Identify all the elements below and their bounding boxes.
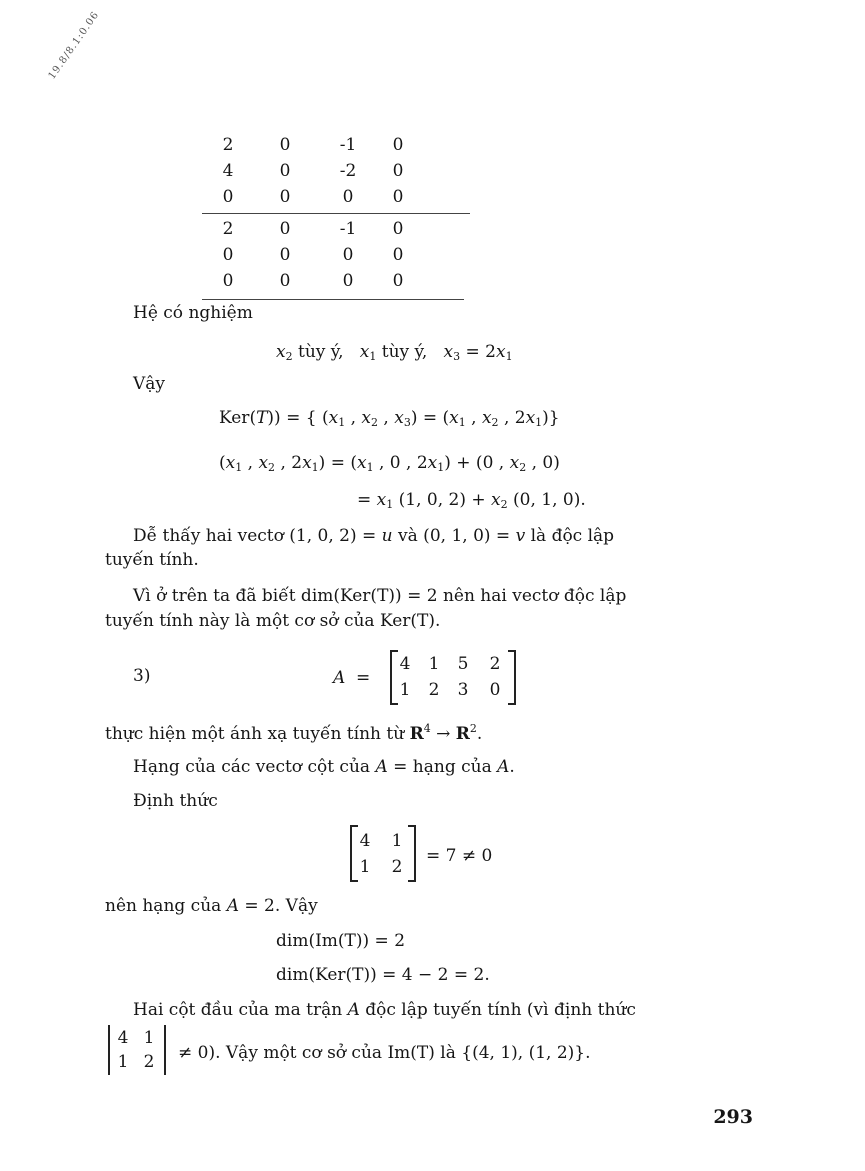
text-hai-cot: Hai cột đầu của ma trận A độc lập tuyến tính (vì định thức (133, 1000, 636, 1020)
text-dinh-thuc: Định thức (133, 791, 218, 811)
tableau-cell: 0 (342, 271, 354, 291)
tableau-cell: 0 (222, 271, 234, 291)
text-vay: Vậy (133, 374, 166, 394)
tableau-cell: -1 (339, 219, 357, 239)
tableau-cell: 0 (279, 219, 291, 239)
determinant-value: = 7 ≠ 0 (426, 846, 493, 866)
item-number-3: 3) (133, 666, 151, 686)
tableau-cell: 4 (222, 161, 234, 181)
tableau-cell: 0 (222, 187, 234, 207)
tableau-cell: 0 (279, 245, 291, 265)
tableau-cell: 0 (392, 135, 404, 155)
text-vi-o-tren: Vì ở trên ta đã biết dim(Ker(T)) = 2 nên hai vectơ độc lập (133, 586, 627, 606)
dim-im-line: dim(Im(T)) = 2 (276, 931, 406, 951)
matrix-cell: 3 (457, 680, 469, 700)
matrix-cell: 5 (457, 654, 469, 674)
tableau-cell: 0 (392, 219, 404, 239)
matrix-A-label: A (333, 668, 346, 688)
tableau-cell: 0 (279, 135, 291, 155)
tableau-cell: 0 (279, 271, 291, 291)
tableau-cell: 0 (222, 245, 234, 265)
tableau-cell: 2 (222, 135, 234, 155)
tableau-cell: 0 (392, 161, 404, 181)
matrix-cell: 2 (143, 1052, 155, 1072)
tableau-cell: -1 (339, 135, 357, 155)
text-he-co-nghiem: Hệ có nghiệm (133, 303, 253, 323)
matrix-cell: 1 (399, 680, 411, 700)
text-nen-hang: nên hạng của A = 2. Vậy (105, 896, 318, 916)
tableau-cell: 0 (342, 245, 354, 265)
tableau-divider (202, 299, 464, 300)
tableau-cell: 0 (279, 187, 291, 207)
tableau-cell: -2 (339, 161, 357, 181)
text-tuyen-tinh-nay: tuyến tính này là một cơ sở của Ker(T). (105, 611, 441, 631)
matrix-cell: 1 (428, 654, 440, 674)
tableau-cell: 0 (392, 187, 404, 207)
equals-sign: = (356, 668, 371, 688)
text-hang-cua: Hạng của các vectơ cột của A = hạng của A. (133, 757, 515, 777)
ker-definition: Ker(T)) = { ($x_1$ , $x_2$ , $x_3) = (x_1$ , $x_2$ , $2x_1$)} (219, 408, 560, 429)
tableau-cell: 0 (279, 161, 291, 181)
tableau-cell: 2 (222, 219, 234, 239)
solution-line: $x_2$ tùy ý, $x_1$ tùy ý, $x_3 = 2x_1$ (276, 342, 513, 363)
matrix-cell: 2 (489, 654, 501, 674)
matrix-cell: 1 (391, 831, 403, 851)
matrix-cell: 1 (359, 857, 371, 877)
library-stamp: 19.8/8.1:0.06 (46, 9, 102, 82)
text-thuc-hien: thực hiện một ánh xạ tuyến tính từ $R^4 \to R^2$. (105, 722, 483, 744)
matrix-cell: 1 (143, 1028, 155, 1048)
matrix-cell: 4 (399, 654, 411, 674)
matrix-A (390, 650, 516, 705)
determinant-2x2 (108, 1025, 166, 1075)
combination-line: = $x_1$ (1, 0, $2) + x_2$ (0, 1, 0). (357, 490, 586, 511)
text-last-line: ≠ 0). Vậy một cơ sở của Im(T) là {(4, 1), (1, 2)}. (178, 1043, 591, 1063)
dim-ker-line: dim(Ker(T)) = 4 − 2 = 2. (276, 965, 490, 985)
page-number: 293 (713, 1106, 753, 1128)
tableau-divider (202, 213, 470, 214)
matrix-cell: 1 (117, 1052, 129, 1072)
matrix-cell: 4 (359, 831, 371, 851)
matrix-cell: 0 (489, 680, 501, 700)
decomposition-line: ($x_1$ , $x_2$ , $2x_1) = (x_1$ , 0 , $2x_1) + (0$ , $x_2$ , 0) (219, 453, 560, 474)
tableau-cell: 0 (342, 187, 354, 207)
tableau-cell: 0 (392, 245, 404, 265)
matrix-cell: 2 (391, 857, 403, 877)
text-de-thay: Dễ thấy hai vectơ (1, 0, 2) = u và (0, 1, 0) = v là độc lập (133, 526, 615, 546)
tableau-cell: 0 (392, 271, 404, 291)
matrix-2x2 (350, 825, 416, 882)
text-tuyen-tinh: tuyến tính. (105, 550, 199, 570)
matrix-cell: 2 (428, 680, 440, 700)
matrix-cell: 4 (117, 1028, 129, 1048)
